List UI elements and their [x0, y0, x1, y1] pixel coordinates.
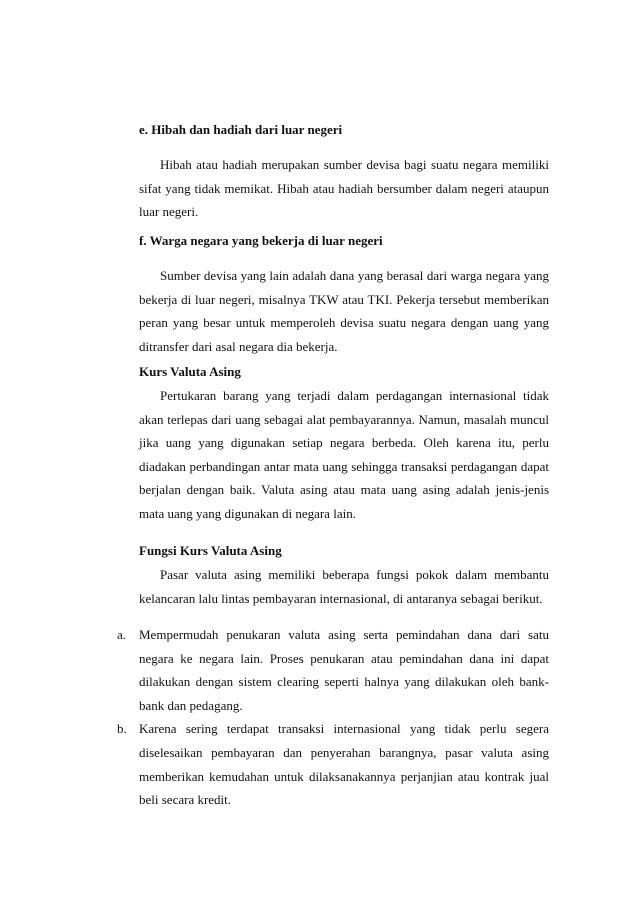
section-paragraph: Hibah atau hadiah merupakan sumber devisa bagi suatu negara memiliki sifat yang tidak memikat. Hibah atau hadiah bersumber dalam negeri ataupun luar negeri.	[139, 157, 549, 220]
section-heading: Fungsi Kurs Valuta Asing	[139, 543, 282, 558]
section-heading: Kurs Valuta Asing	[139, 364, 241, 379]
section-hibah	[139, 122, 549, 224]
section-paragraph: Pertukaran barang yang terjadi dalam perdagangan internasional tidak akan terlepas dari uang sebagai alat pembayarannya. Namun, masalah muncul jika uang yang digunakan setiap negara berbeda. Oleh karena itu, perlu diadakan perbandingan antar mata uang sehingga transaksi perdagangan dapat berjalan dengan baik. Valuta asing atau mata uang asing adalah jenis-jenis mata uang yang digunakan di negara lain.	[139, 388, 549, 521]
list-item	[117, 623, 549, 717]
list-item	[117, 717, 549, 811]
list-marker: b.	[117, 721, 127, 737]
section-heading: f. Warga negara yang bekerja di luar negeri	[139, 233, 383, 248]
section-paragraph: Pasar valuta asing memiliki beberapa fungsi pokok dalam membantu kelancaran lalu lintas pembayaran internasional, di antaranya sebagai berikut.	[139, 567, 549, 606]
section-fungsi-kurs	[139, 543, 549, 610]
function-list	[117, 623, 549, 812]
section-heading: e. Hibah dan hadiah dari luar negeri	[139, 122, 343, 137]
section-paragraph: Sumber devisa yang lain adalah dana yang berasal dari warga negara yang bekerja di luar negeri, misalnya TKW atau TKI. Pekerja tersebut memberikan peran yang besar untuk memperoleh devisa suatu negara dengan uang yang ditransfer dari asal negara dia bekerja.	[139, 268, 549, 354]
section-kurs-valuta-asing	[139, 364, 549, 526]
list-item-text: Karena sering terdapat transaksi internasional yang tidak perlu segera diselesaikan pembayaran dan penyerahan barangnya, pasar valuta asing memberikan kemudahan untuk dilaksanakannya perjanjian atau kontrak jual beli secara kredit.	[139, 721, 549, 808]
list-marker: a.	[117, 627, 127, 642]
list-item-text: Mempermudah penukaran valuta asing serta pemindahan dana dari satu negara ke negara lain. Proses penukaran atau pemindahan dana ini dapat dilakukan dengan sistem clearing seperti halnya yang dilakukan oleh bank-bank dan pedagang.	[139, 627, 549, 713]
section-warga-negara	[139, 233, 549, 358]
